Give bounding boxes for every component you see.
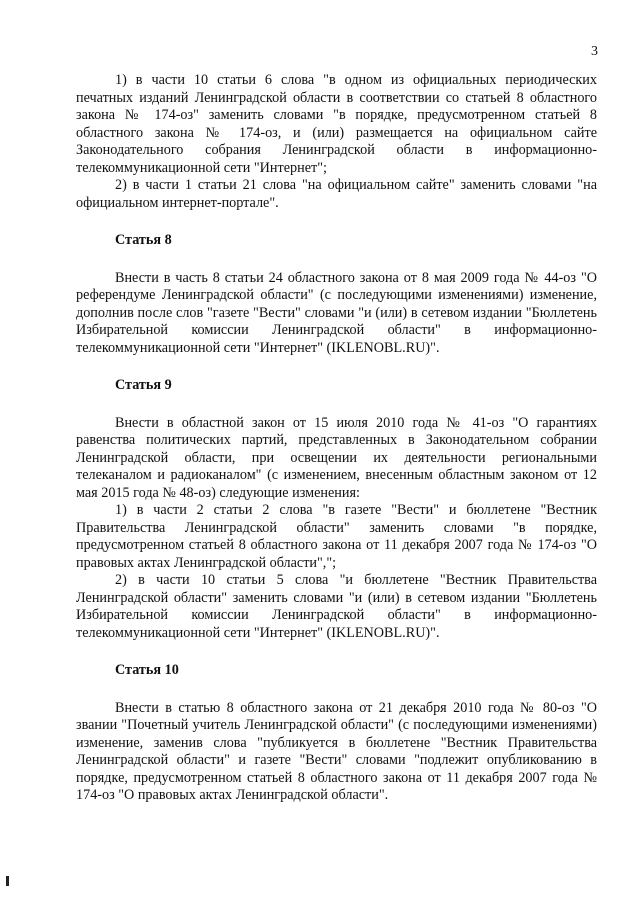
article-9-item-2: 2) в части 10 статьи 5 слова "и бюллетене "Вестник Правительства Ленинградской области" заменить словами "и (или) в сетевом издании "Бюллетень Избирательной комиссии Ленинградской области" в информационно-телекоммуникационной сети "Интернет" (IKLENOBL.RU)". [76,572,597,641]
page-number: 3 [591,44,598,59]
document-body [76,72,597,805]
article-9-intro: Внести в областной закон от 15 июля 2010 года № 41-оз "О гарантиях равенства политических партий, представленных в Законодательном собрании Ленинградской области, при освещении их деятельности региональными телеканалом и радиоканалом" (с изменением, внесенным областным законом от 12 мая 2015 года № 48-оз) следующие изменения: [76,414,597,501]
article-10-text: Внести в статью 8 областного закона от 21 декабря 2010 года № 80-оз "О звании "Почетный учитель Ленинградской области" (с последующими изменениями) изменение, заменив слова "публикуется в бюллетене "Вестник Правительства Ленинградской области" и газете "Вести" словами "подлежит опубликованию в порядке, предусмотренном статьей 8 областного закона от 11 декабря 2007 года № 174-оз "О правовых актах Ленинградской области". [76,699,597,803]
article-9-heading: Статья 9 [115,377,172,393]
article-8-text: Внести в часть 8 статьи 24 областного закона от 8 мая 2009 года № 44-оз "О референдуме Ленинградской области" (с последующими изменениями) изменение, дополнив после слов "газете "Вести" словами "и (или) в сетевом издании "Бюллетень Избирательной комиссии Ленинградской области" в информационно-телекоммуникационной сети "Интернет" (IKLENOBL.RU)". [76,269,597,356]
scan-edge-mark [6,876,9,886]
paragraph-item-1: 1) в части 10 статьи 6 слова "в одном из официальных периодических печатных изданий Ленинградской области в соответствии со статьей 8 областного закона № 174-оз" заменить словами "в порядке, предусмотренном статьей 8 областного закона № 174-оз, и (или) размещается на официальном сайте Законодательного собрания Ленинградской области в информационно-телекоммуникационной сети "Интернет"; [76,72,597,176]
article-8-heading: Статья 8 [115,232,172,248]
paragraph-item-2: 2) в части 1 статьи 21 слова "на официальном сайте" заменить словами "на официальном интернет-портале". [76,177,597,211]
article-9-item-1: 1) в части 2 статьи 2 слова "в газете "Вести" и бюллетене "Вестник Правительства Ленинградской области" заменить словами "в порядке, предусмотренном статьей 8 областного закона от 11 декабря 2007 года № 174-оз "О правовых актах Ленинградской области","; [76,502,597,571]
article-10-heading: Статья 10 [115,662,179,678]
